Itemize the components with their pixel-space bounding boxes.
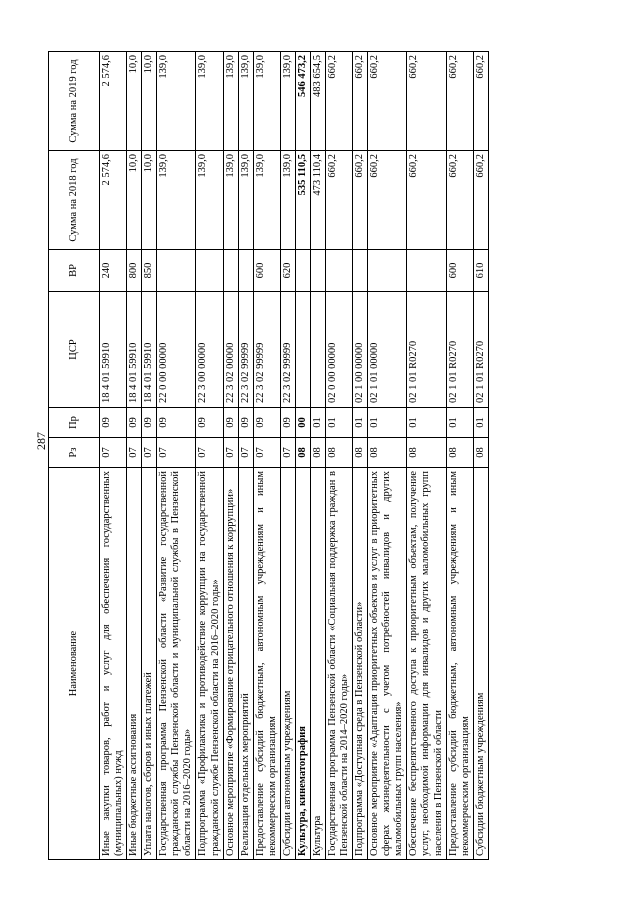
table-row [295,52,310,860]
table-row [223,52,238,860]
cell-name: Иные закупки товаров, работ и услуг для обеспечения государственных (муниципальных) нужд [100,468,127,860]
budget-table [48,51,489,860]
cell-sum-2018: 660,2 [326,151,353,250]
table-row [407,52,446,860]
cell-vr [407,250,446,292]
table-row [473,52,488,860]
cell-sum-2018: 139,0 [223,151,238,250]
header-rz: Рз [49,438,100,468]
cell-pr: 01 [326,408,353,438]
cell-name: Государственная программа Пензенской области «Развитие государственной гражданской службы Пензенской области и муниципальной службы в Пензенской области на 2016–2020 годы» [157,468,196,860]
cell-sum-2018: 139,0 [196,151,223,250]
cell-pr: 09 [196,408,223,438]
cell-sum-2019: 139,0 [253,52,280,151]
cell-vr [295,250,310,292]
cell-sum-2018: 473 110,4 [310,151,325,250]
cell-sum-2018: 660,2 [446,151,473,250]
cell-csr: 02 0 00 00000 [326,292,353,408]
cell-pr: 09 [157,408,196,438]
cell-pr: 01 [353,408,368,438]
cell-csr: 22 3 00 00000 [196,292,223,408]
cell-rz: 08 [353,438,368,468]
cell-rz: 07 [280,438,295,468]
cell-rz: 08 [446,438,473,468]
cell-rz: 07 [253,438,280,468]
cell-sum-2018: 10,0 [142,151,157,250]
cell-name: Подпрограмма «Профилактика и противодействие коррупции на государственной гражданской службе Пензенской области на 2016–2020 годы» [196,468,223,860]
cell-sum-2018: 139,0 [238,151,253,250]
cell-sum-2019: 660,2 [368,52,407,151]
header-name: Наименование [49,468,100,860]
cell-name: Культура, кинематография [295,468,310,860]
cell-sum-2018: 10,0 [127,151,142,250]
cell-csr [310,292,325,408]
table-body [100,52,489,860]
cell-vr [326,250,353,292]
cell-pr: 09 [100,408,127,438]
cell-name: Обеспечение беспрепятственного доступа к приоритетным объектам, получение услуг, необходимой информации для инвалидов и других маломобильных групп населения в Пензенской области [407,468,446,860]
table-row [353,52,368,860]
cell-vr [353,250,368,292]
cell-sum-2019: 139,0 [223,52,238,151]
cell-pr: 01 [446,408,473,438]
cell-sum-2019: 660,2 [446,52,473,151]
cell-csr: 22 3 02 99999 [280,292,295,408]
cell-rz: 07 [238,438,253,468]
cell-vr: 600 [446,250,473,292]
cell-name: Субсидии автономным учреждениям [280,468,295,860]
cell-vr: 610 [473,250,488,292]
cell-sum-2019: 2 574,6 [100,52,127,151]
cell-vr: 850 [142,250,157,292]
cell-rz: 08 [310,438,325,468]
cell-rz: 07 [196,438,223,468]
table-row [127,52,142,860]
cell-vr: 240 [100,250,127,292]
cell-sum-2019: 660,2 [473,52,488,151]
cell-csr: 02 1 01 00000 [368,292,407,408]
cell-csr: 18 4 01 59910 [127,292,142,408]
cell-sum-2018: 535 110,5 [295,151,310,250]
cell-name: Реализация отдельных мероприятий [238,468,253,860]
cell-sum-2018: 139,0 [157,151,196,250]
table-row [310,52,325,860]
header-csr: ЦСР [49,292,100,408]
cell-name: Субсидии бюджетным учреждениям [473,468,488,860]
cell-csr: 22 3 02 99999 [253,292,280,408]
cell-sum-2018: 660,2 [353,151,368,250]
cell-sum-2019: 10,0 [142,52,157,151]
cell-vr: 600 [253,250,280,292]
cell-rz: 07 [142,438,157,468]
cell-name: Подпрограмма «Доступная среда в Пензенской области» [353,468,368,860]
header-pr: Пр [49,408,100,438]
cell-csr [295,292,310,408]
cell-sum-2019: 660,2 [407,52,446,151]
header-vr: ВР [49,250,100,292]
cell-name: Иные бюджетные ассигнования [127,468,142,860]
cell-name: Культура [310,468,325,860]
cell-csr: 18 4 01 59910 [142,292,157,408]
cell-sum-2018: 2 574,6 [100,151,127,250]
table-header-row [49,52,100,860]
table-row [253,52,280,860]
cell-rz: 07 [223,438,238,468]
cell-name: Основное мероприятие «Адаптация приоритетных объектов и услуг в приоритетных сферах жизнедеятельности с учетом потребностей инвалидов и других маломобильных групп населения» [368,468,407,860]
cell-pr: 09 [280,408,295,438]
cell-pr: 01 [473,408,488,438]
cell-pr: 09 [127,408,142,438]
cell-sum-2018: 139,0 [280,151,295,250]
cell-vr: 800 [127,250,142,292]
table-row [238,52,253,860]
cell-sum-2019: 546 473,2 [295,52,310,151]
table-row [368,52,407,860]
cell-vr [368,250,407,292]
cell-sum-2018: 660,2 [407,151,446,250]
cell-name: Уплата налогов, сборов и иных платежей [142,468,157,860]
cell-rz: 08 [295,438,310,468]
cell-pr: 09 [238,408,253,438]
cell-pr: 09 [253,408,280,438]
cell-pr: 09 [142,408,157,438]
cell-sum-2019: 139,0 [157,52,196,151]
cell-vr [196,250,223,292]
table-row [280,52,295,860]
cell-vr [157,250,196,292]
cell-rz: 07 [100,438,127,468]
header-sum-2018: Сумма на 2018 год [49,151,100,250]
cell-sum-2019: 139,0 [196,52,223,151]
cell-sum-2019: 10,0 [127,52,142,151]
cell-sum-2018: 660,2 [473,151,488,250]
page-number: 287 [34,432,48,450]
cell-name: Государственная программа Пензенской области «Социальная поддержка граждан в Пензенской области на 2014–2020 годы» [326,468,353,860]
cell-sum-2019: 139,0 [280,52,295,151]
table-row [326,52,353,860]
cell-vr: 620 [280,250,295,292]
cell-name: Предоставление субсидий бюджетным, автономным учреждениям и иным некоммерческим организациям [446,468,473,860]
cell-rz: 08 [368,438,407,468]
cell-sum-2018: 139,0 [253,151,280,250]
cell-vr [238,250,253,292]
cell-pr: 01 [407,408,446,438]
cell-pr: 00 [295,408,310,438]
cell-sum-2019: 660,2 [326,52,353,151]
cell-rz: 08 [326,438,353,468]
cell-sum-2019: 483 654,5 [310,52,325,151]
cell-vr [223,250,238,292]
cell-csr: 02 1 01 R0270 [473,292,488,408]
cell-csr: 22 3 02 00000 [223,292,238,408]
cell-csr: 18 4 01 59910 [100,292,127,408]
budget-table-page [48,52,583,860]
cell-csr: 02 1 01 R0270 [407,292,446,408]
cell-rz: 08 [407,438,446,468]
table-row [157,52,196,860]
cell-pr: 01 [310,408,325,438]
cell-vr [310,250,325,292]
cell-csr: 22 0 00 00000 [157,292,196,408]
cell-rz: 07 [157,438,196,468]
table-row [100,52,127,860]
table-row [446,52,473,860]
cell-sum-2019: 139,0 [238,52,253,151]
cell-name: Предоставление субсидий бюджетным, автономным учреждениям и иным некоммерческим организациям [253,468,280,860]
cell-sum-2019: 660,2 [353,52,368,151]
cell-csr: 02 1 01 R0270 [446,292,473,408]
cell-rz: 08 [473,438,488,468]
cell-name: Основное мероприятие «Формирование отрицательного отношения к коррупции» [223,468,238,860]
cell-sum-2018: 660,2 [368,151,407,250]
cell-csr: 02 1 00 00000 [353,292,368,408]
cell-pr: 01 [368,408,407,438]
cell-csr: 22 3 02 99999 [238,292,253,408]
table-row [196,52,223,860]
cell-rz: 07 [127,438,142,468]
cell-pr: 09 [223,408,238,438]
header-sum-2019: Сумма на 2019 год [49,52,100,151]
table-row [142,52,157,860]
